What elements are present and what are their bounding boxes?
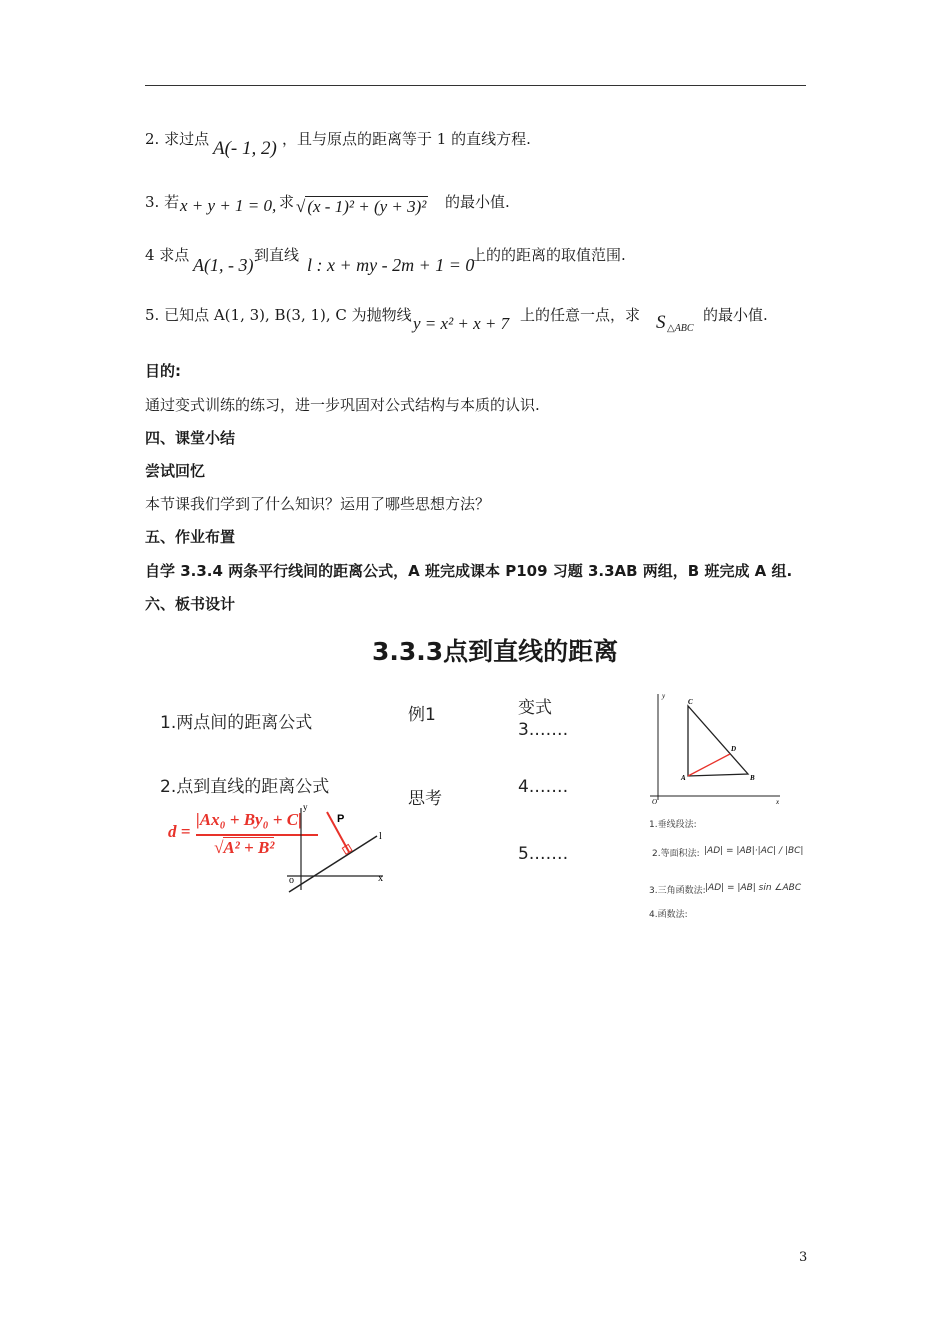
board-title: 3.3.3点到直线的距离 <box>372 637 619 666</box>
triangle-altitude <box>688 754 730 776</box>
line-graph <box>283 800 391 896</box>
graph-line-l <box>289 836 377 892</box>
page-number: 3 <box>799 1250 808 1265</box>
problem-3-radical: √ (x - 1)² + (y + 3)² <box>296 197 427 216</box>
problem-2-suffix: ，且与原点的距离等于 1 的直线方程. <box>282 130 531 148</box>
problem-4-mid: 到直线 <box>254 246 300 264</box>
problem-2-point: A(- 1, 2) <box>213 138 277 159</box>
method-1: 1.垂线段法: <box>649 820 697 830</box>
triangle-o-label: O <box>652 798 658 806</box>
purpose-text: 通过变式训练的练习，进一步巩固对公式结构与本质的认识. <box>145 396 540 414</box>
problem-5-area: S <box>656 312 666 333</box>
triangle-x-label: x <box>776 798 780 806</box>
section-4-subheading: 尝试回忆 <box>145 462 206 480</box>
problem-5-suffix: 的最小值. <box>703 306 768 324</box>
header-rule <box>145 85 806 86</box>
problem-3-radicand: (x - 1)² + (y + 3)² <box>307 197 427 216</box>
purpose-heading: 目的: <box>145 362 181 380</box>
triangle-abc <box>688 706 748 776</box>
section-5-text: 自学 3.3.4 两条平行线间的距离公式，A 班完成课本 P109 习题 3.3AB 两组，B 班完成 A 组. <box>145 562 793 580</box>
section-4-heading: 四、课堂小结 <box>145 429 236 447</box>
formula-numerator: |Ax₀ + By₀ + C| <box>196 810 302 829</box>
problem-4-line: l : x + my - 2m + 1 = 0 <box>307 255 475 275</box>
board-think: 思考 <box>408 789 442 809</box>
problem-2-number: 2. 求过点 <box>145 130 210 148</box>
graph-y-label: y <box>303 802 308 812</box>
triangle-d-label: D <box>731 745 737 753</box>
section-5-heading: 五、作业布置 <box>145 528 236 546</box>
problem-3-condition: x + y + 1 = 0, <box>180 196 277 215</box>
problem-3-ask: 求 <box>279 193 295 211</box>
section-4-text: 本节课我们学到了什么知识？运用了哪些思想方法？ <box>145 495 491 513</box>
graph-p-label: P <box>337 813 345 825</box>
triangle-y-label: y <box>662 692 666 700</box>
problem-4-suffix: 上的的距离的取值范围. <box>471 246 626 264</box>
graph-x-label: x <box>378 873 383 884</box>
board-example: 例1 <box>408 705 436 725</box>
section-6-heading: 六、板书设计 <box>145 595 236 613</box>
board-variant-4: 4.…… <box>518 777 569 797</box>
problem-5-area-sub: △ABC <box>667 323 694 334</box>
problem-4-number: 4 求点 <box>145 246 190 264</box>
method-3-formula: |AD| = |AB| sin ∠ABC <box>705 883 802 893</box>
problem-3-suffix: 的最小值. <box>445 193 510 211</box>
problem-5-number: 5. 已知点 A(1, 3), B(3, 1), C 为抛物线 <box>145 306 412 324</box>
board-item-1: 1.两点间的距离公式 <box>160 713 313 733</box>
problem-3-number: 3. 若 <box>145 193 180 211</box>
problem-5-mid: 上的任意一点，求 <box>520 306 641 324</box>
method-3-label: 3.三角函数法: <box>649 886 706 896</box>
method-4: 4.函数法: <box>649 910 688 920</box>
graph-l-label: l <box>379 831 382 842</box>
board-item-2: 2.点到直线的距离公式 <box>160 777 330 797</box>
problem-4-point: A(1, - 3) <box>193 255 254 275</box>
board-variant: 变式 <box>518 698 552 718</box>
formula-denominator: √A² + B² <box>214 838 275 857</box>
triangle-c-label: C <box>688 698 693 706</box>
method-2-formula: |AD| = |AB|·|AC| / |BC| <box>704 846 804 856</box>
triangle-b-label: B <box>750 774 755 782</box>
method-2-label: 2.等面积法: <box>652 849 700 859</box>
triangle-graph <box>648 690 784 806</box>
problem-5-parabola: y = x² + x + 7 <box>413 314 510 333</box>
triangle-a-label: A <box>681 774 686 782</box>
formula-lhs: d = <box>168 822 191 841</box>
board-variant-5: 5.…… <box>518 844 569 864</box>
graph-o-label: o <box>289 875 294 886</box>
board-variant-3: 3.…… <box>518 720 569 740</box>
